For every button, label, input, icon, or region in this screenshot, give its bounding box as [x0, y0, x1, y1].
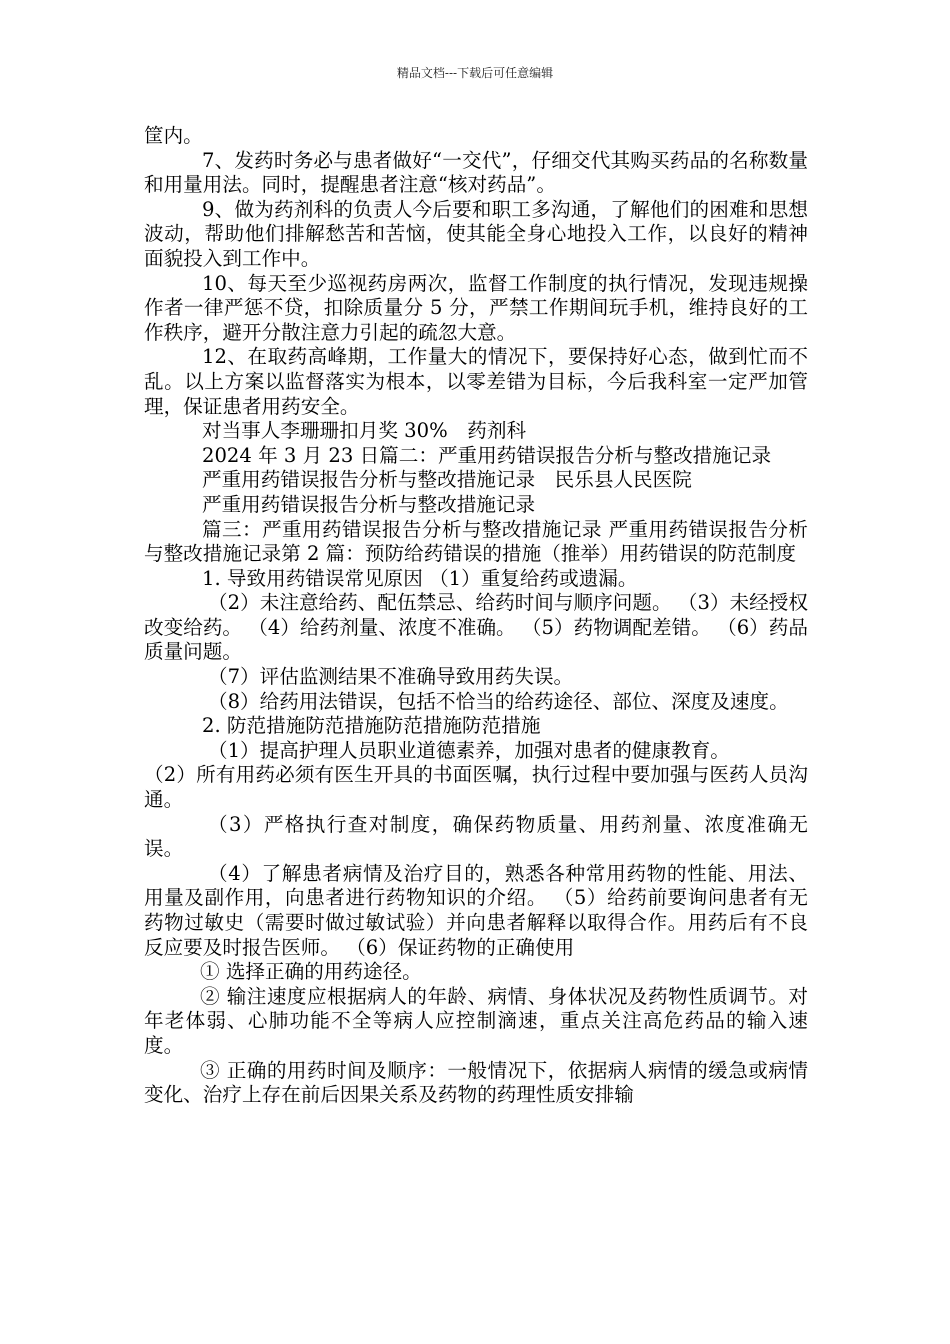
paragraph: 12、在取药高峰期，工作量大的情况下，要保持好心态，做到忙而不乱。以上方案以监督落实为根本，以零差错为目标，今后我科室一定严加管理，保证患者用药安全。 — [144, 345, 808, 418]
paragraph: ③ 正确的用药时间及顺序：一般情况下，依据病人病情的缓急或病情变化、治疗上存在前后因果关系及药物的药理性质安排输 — [144, 1058, 808, 1107]
paragraph: 9、做为药剂科的负责人今后要和职工多沟通，了解他们的困难和思想波动，帮助他们排解愁苦和苦恼，使其能全身心地投入工作，以良好的精神面貌投入到工作中。 — [144, 197, 808, 270]
paragraph: （4）了解患者病情及治疗目的，熟悉各种常用药物的性能、用法、用量及副作用，向患者进行药物知识的介绍。 （5）给药前要询问患者有无药物过敏史（需要时做过敏试验）并向患者解释以取得合作。用药后有不良反应要及时报告医师。 （6）保证药物的正确使用 — [144, 861, 808, 959]
paragraph: 严重用药错误报告分析与整改措施记录 — [202, 492, 536, 516]
paragraph: ① 选择正确的用药途径。 — [200, 960, 422, 984]
paragraph: （8）给药用法错误，包括不恰当的给药途径、部位、深度及速度。 — [208, 689, 789, 713]
paragraph: 1. 导致用药错误常见原因 （1）重复给药或遗漏。 — [202, 566, 638, 590]
paragraph: （7）评估监测结果不准确导致用药失误。 — [208, 665, 574, 689]
paragraph: 筐内。 — [144, 124, 203, 147]
paragraph: 7、发药时务必与患者做好“一交代”，仔细交代其购买药品的名称数量和用量用法。同时，提醒患者注意“核对药品”。 — [144, 148, 808, 197]
paragraph: 篇三：严重用药错误报告分析与整改措施记录 严重用药错误报告分析与整改措施记录第 2 篇：预防给药错误的措施（推举）用药错误的防范制度 — [144, 517, 808, 566]
paragraph: （1）提高护理人员职业道德素养，加强对患者的健康教育。 — [208, 738, 730, 762]
paragraph: 2. 防范措施防范措施防范措施防范措施 — [202, 714, 541, 738]
paragraph: 对当事人李珊珊扣月奖 30% 药剂科 — [202, 419, 527, 443]
paragraph: （2）未注意给药、配伍禁忌、给药时间与顺序问题。 （3）未经授权改变给药。 （4）给药剂量、浓度不准确。 （5）药物调配差错。 （6）药品质量问题。 — [144, 591, 808, 664]
paragraph: ② 输注速度应根据病人的年龄、病情、身体状况及药物性质调节。对年老体弱、心肺功能不全等病人应控制滴速，重点关注高危药品的输入速度。 — [144, 984, 808, 1057]
document-body — [144, 124, 808, 1108]
paragraph: 10、每天至少巡视药房两次，监督工作制度的执行情况，发现违规操作者一律严惩不贷，扣除质量分 5 分，严禁工作期间玩手机，维持良好的工作秩序，避开分散注意力引起的疏忽大意。 — [144, 271, 808, 344]
paragraph: （2）所有用药必须有医生开具的书面医嘱，执行过程中要加强与医药人员沟通。 — [144, 763, 808, 812]
paragraph: （3）严格执行查对制度，确保药物质量、用药剂量、浓度准确无误。 — [144, 812, 808, 861]
paragraph: 严重用药错误报告分析与整改措施记录 民乐县人民医院 — [202, 468, 692, 492]
page-header: 精品文档---下载后可任意编辑 — [396, 66, 554, 80]
paragraph: 2024 年 3 月 23 日篇二：严重用药错误报告分析与整改措施记录 — [202, 443, 772, 467]
